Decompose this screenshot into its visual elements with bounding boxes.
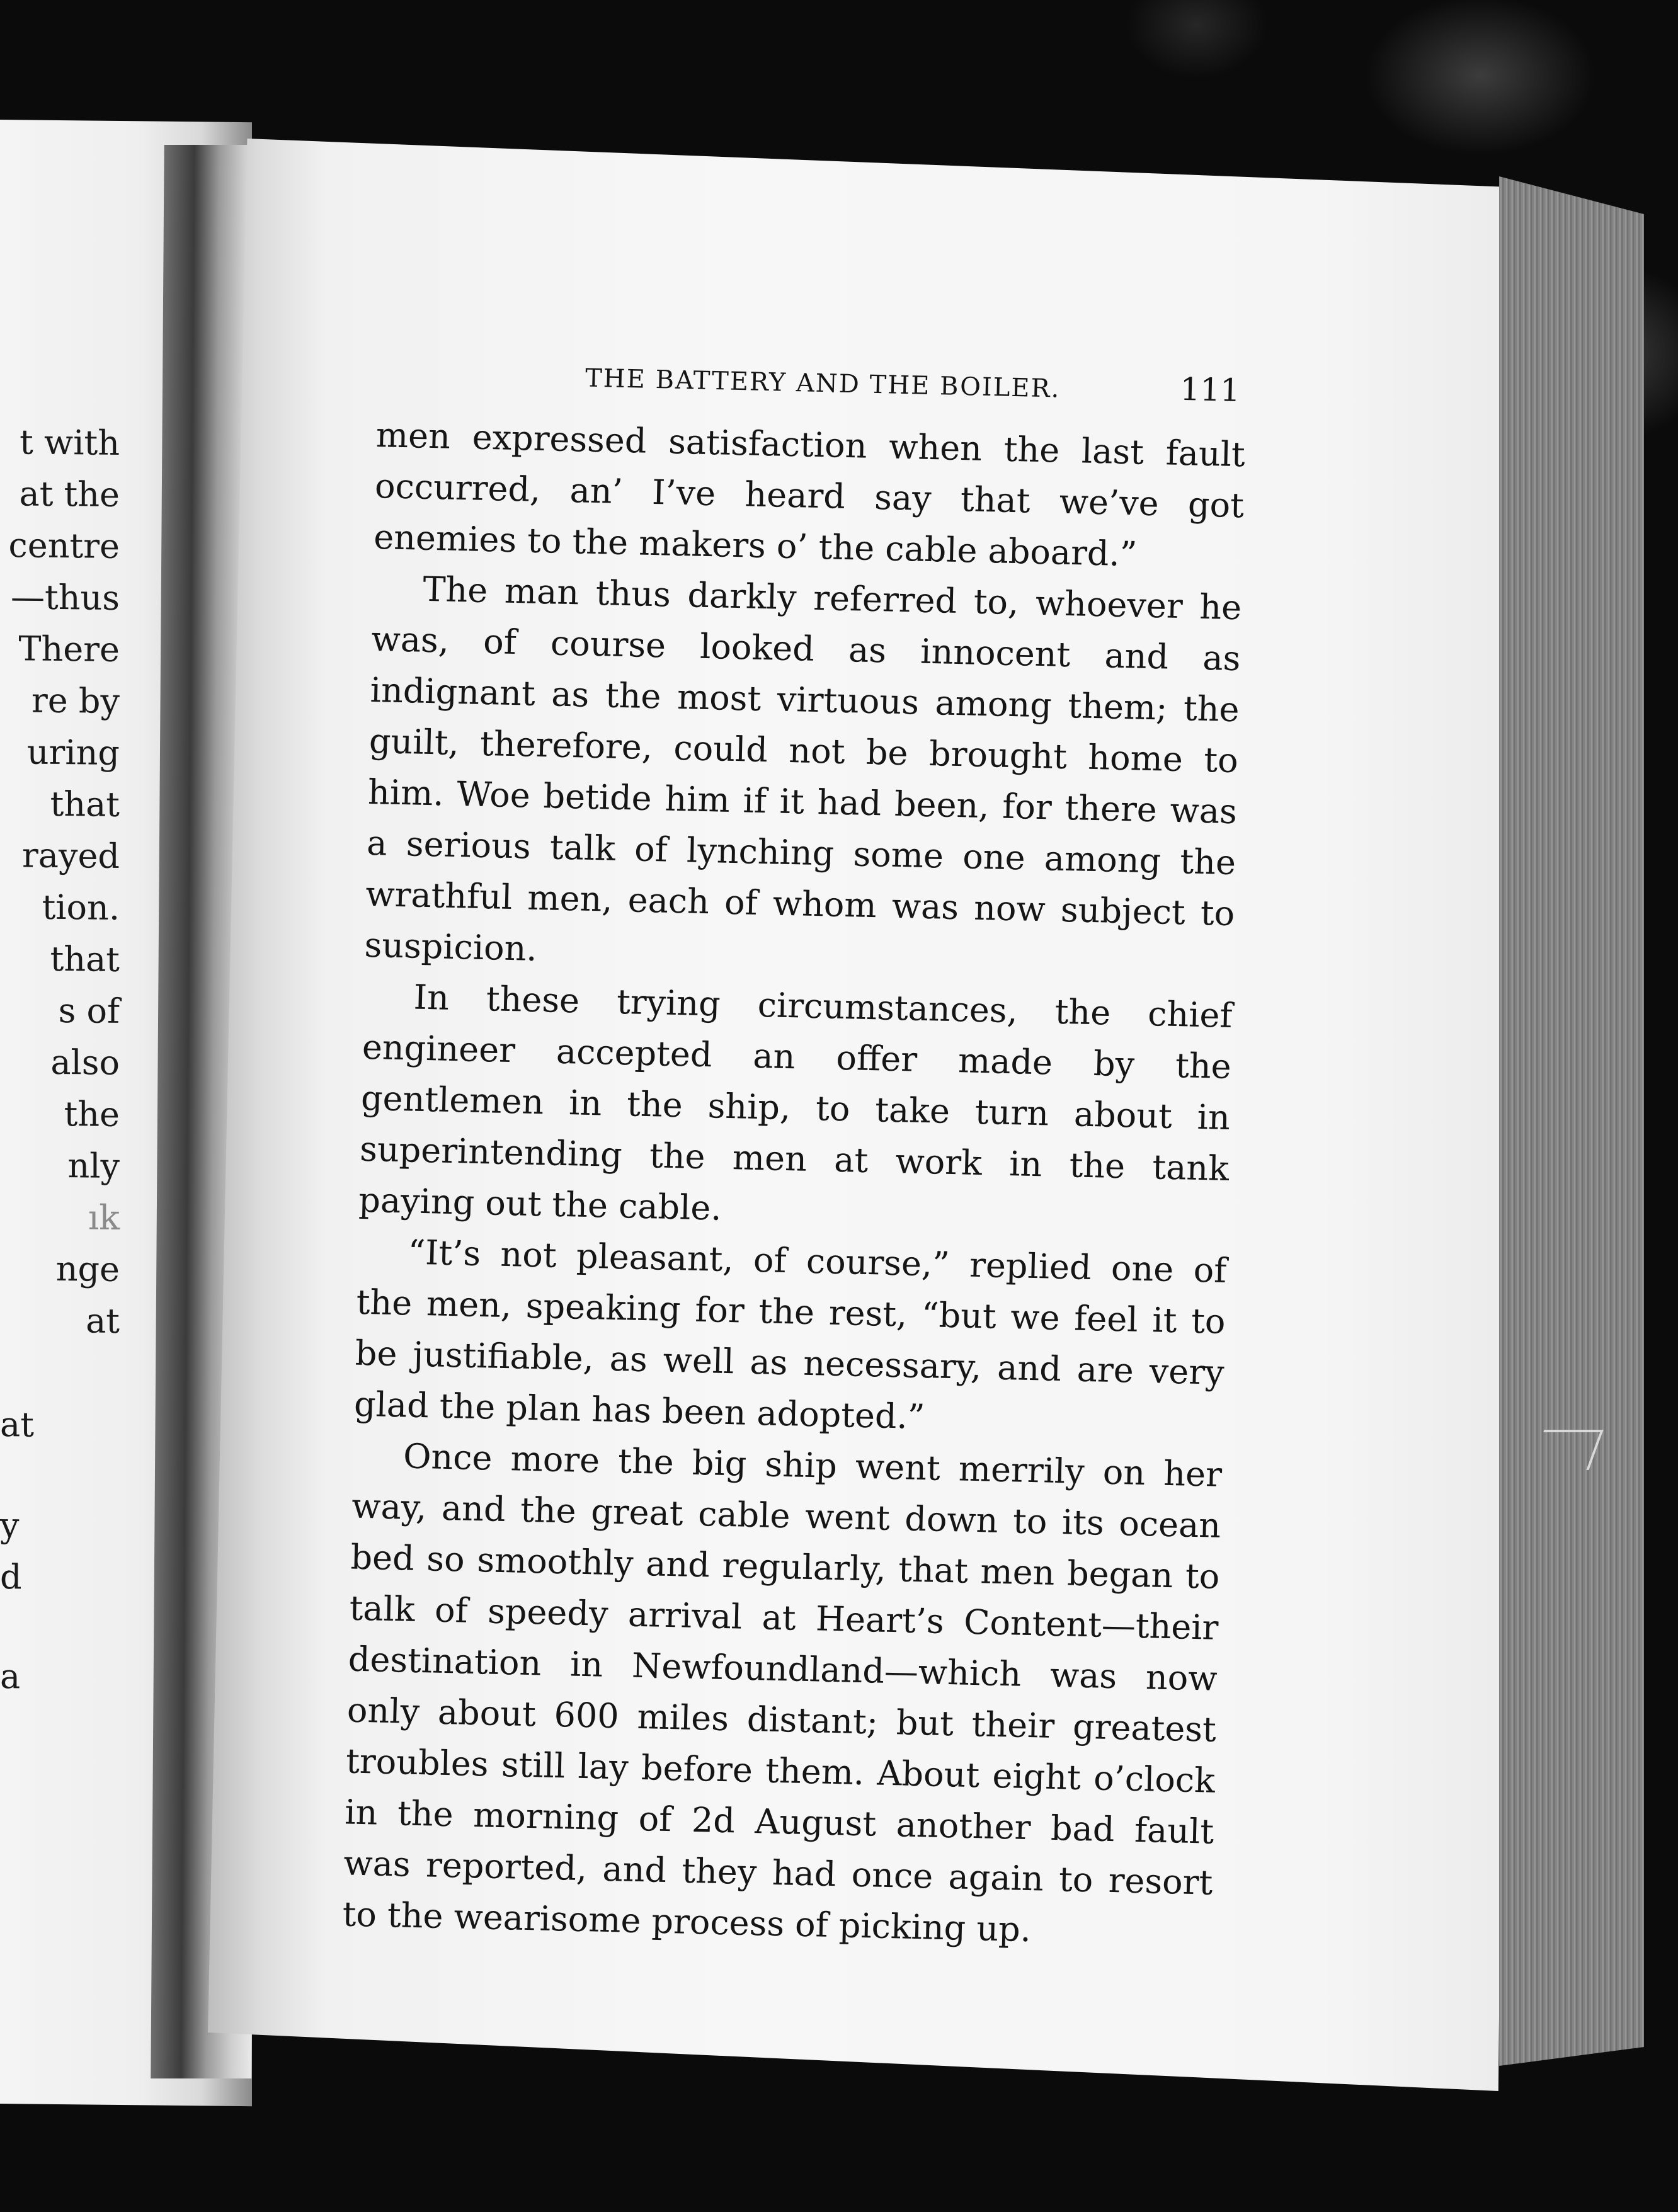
- left-page-line: that: [50, 938, 120, 979]
- left-page-line: nly: [67, 1146, 120, 1186]
- paragraph: Once more the big ship went merrily on her way, and the great cable went down to its ocean bed so smoothly and regularly, that men began to talk of speedy arrival at Heart’s Content—their destination in Newfoundland—which was now only about 600 miles distant; but their greatest troubles still lay before them. About eight o’clock in the morning of 2d August another bad fault was reported, and they had once again to resort to the wearisome process of picking up.: [342, 1436, 1223, 1950]
- left-page-line: that: [50, 784, 120, 824]
- paragraph: In these trying circumstances, the chief engineer accepted an offer made by the gentlemen in the ship, to take turn about in superintending the men at work in the tank paying out the cable.: [358, 977, 1233, 1228]
- left-page-line: at: [0, 1405, 34, 1445]
- left-page-line: rayed: [21, 835, 120, 876]
- left-page-line: —thus: [11, 577, 120, 618]
- left-page-line: There: [18, 629, 120, 670]
- paragraph: The man thus darkly referred to, whoever he was, of course looked as innocent and as indignant as the most virtuous among them; the guilt, therefore, could not be brought home to him. Woe betide him if it had been, for there was a serious talk of lynching some one among the wrathful men, each of whom was now subject to suspicion.: [363, 569, 1242, 969]
- left-page-line: centre: [8, 525, 120, 566]
- left-page-line: a: [0, 1656, 21, 1697]
- left-page-line: ık: [88, 1197, 120, 1238]
- left-page-line: tion.: [42, 887, 120, 928]
- running-title: THE BATTERY AND THE BOILER.: [585, 363, 1061, 404]
- paragraph: “It’s not pleasant, of course,” replied one of the men, speaking for the rest, “but we feel it to be justifiable, as well as necessary, and are very glad the plan has been adopted.”: [353, 1232, 1227, 1437]
- left-page-line: nge: [55, 1248, 120, 1289]
- body-text: [342, 409, 1246, 1959]
- left-page-line: at the: [19, 474, 120, 515]
- page-number: 111: [1179, 370, 1241, 409]
- book-fore-edge: [1499, 176, 1644, 2066]
- left-page-line: at: [86, 1301, 120, 1341]
- left-page-line: y: [0, 1505, 20, 1546]
- left-page-line: d: [0, 1557, 22, 1597]
- left-page-line: re by: [31, 680, 120, 721]
- left-page-line: s of: [58, 990, 120, 1031]
- left-page-line: uring: [26, 732, 120, 773]
- paragraph: men expressed satisfaction when the last fault occurred, an’ I’ve heard say that we’ve got enemies to the makers o’ the cable aboard.”: [373, 414, 1246, 574]
- left-page-line: the: [64, 1094, 120, 1134]
- left-page-line: t with: [20, 422, 120, 463]
- page-text-block: [342, 353, 1247, 1959]
- left-page-line: also: [50, 1042, 120, 1083]
